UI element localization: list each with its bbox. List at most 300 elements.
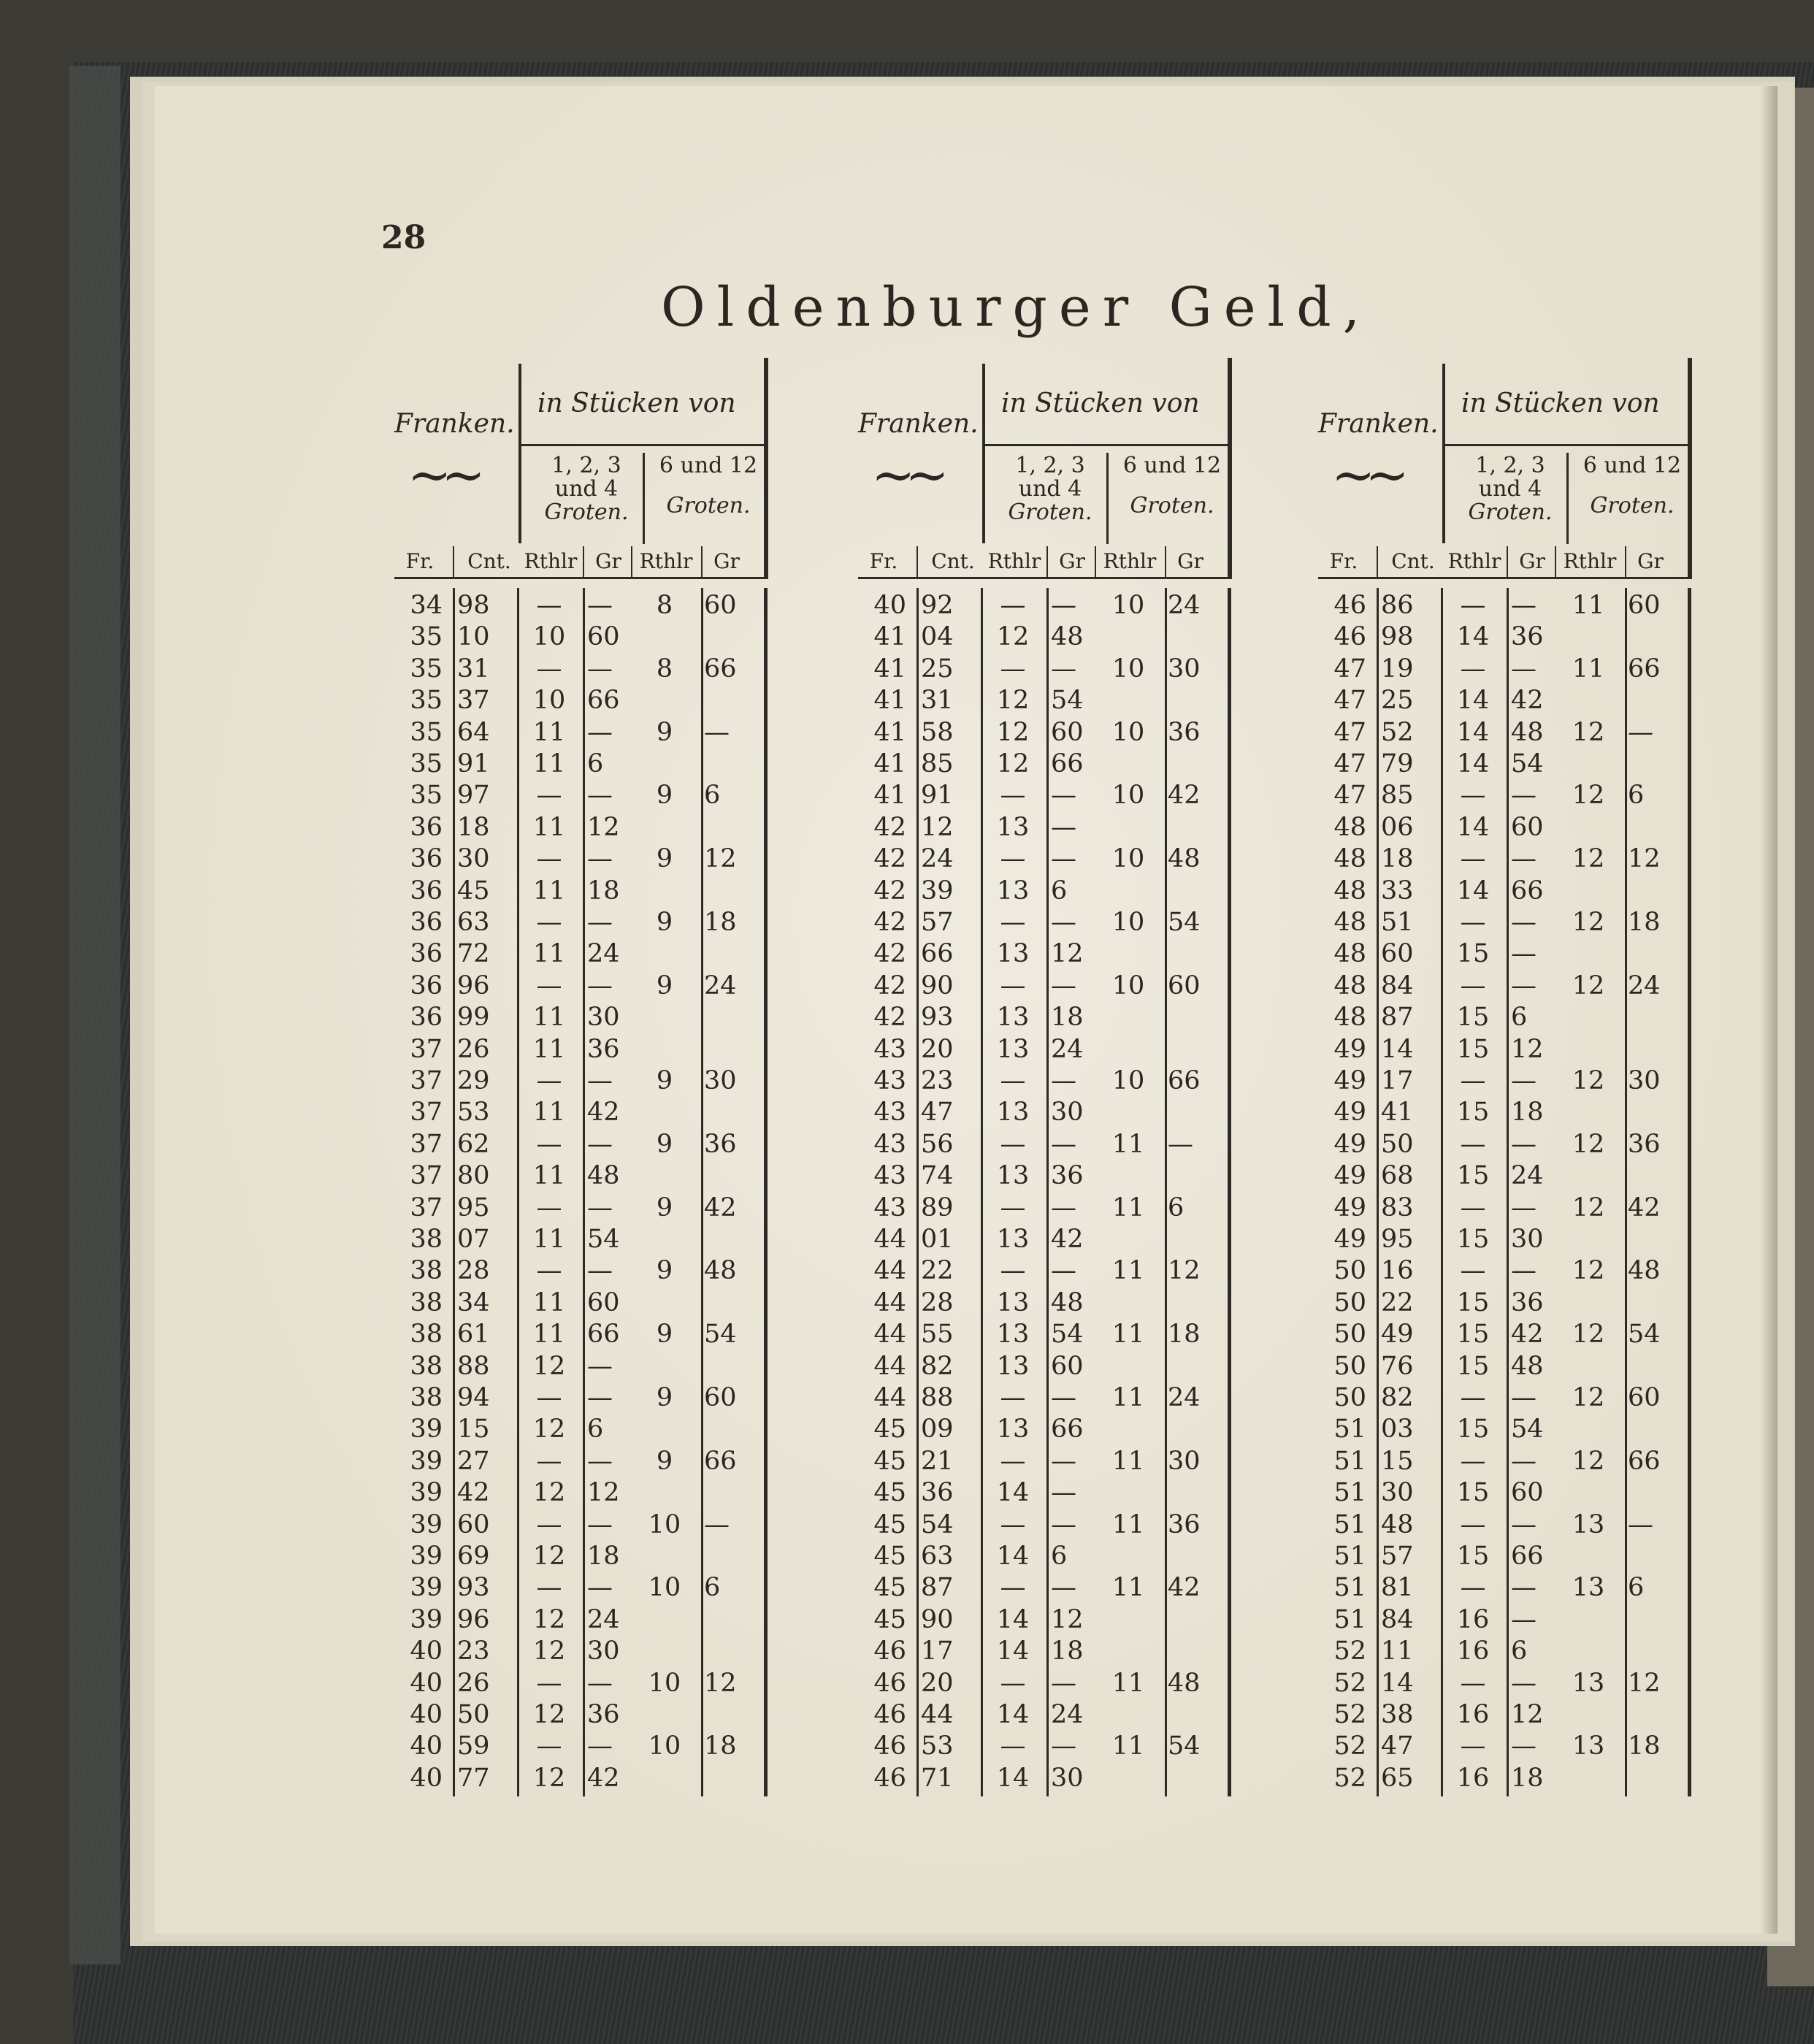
table-row [858,1730,1238,1762]
header-rule-under-stuecken [521,444,764,446]
gr-small-value: 48 [1511,1351,1544,1381]
centimes-value: 30 [457,844,490,874]
centimes-value: 03 [1381,1415,1414,1444]
rthlr-small-value: — [1460,908,1486,937]
rthlr-small-value: 11 [532,1320,566,1350]
gr-small-value: — [1511,1193,1536,1222]
gr-small-value: — [587,1256,613,1286]
rthlr-small-value: 15 [1456,939,1490,969]
franken-value: 38 [410,1256,443,1286]
table-row [1318,1667,1698,1699]
rthlr-small-value: 15 [1456,1287,1490,1317]
gr-small-value: — [1051,1509,1076,1539]
gr-large-value: 48 [1168,844,1201,874]
franken-value: 36 [410,908,443,937]
table-row [394,1001,774,1033]
centimes-value: 50 [457,1700,490,1729]
rthlr-large-value: 9 [656,717,673,747]
centimes-value: 38 [1381,1700,1414,1729]
table-row [394,1477,774,1509]
table-row [1318,1350,1698,1382]
gr-small-value: 24 [1511,1161,1544,1191]
gr-small-value: 54 [587,1225,620,1254]
gr-small-value: 6 [1511,1003,1528,1033]
franken-value: 51 [1333,1478,1366,1508]
franken-value: 45 [873,1478,906,1508]
header-group1-line3: Groten. [1468,499,1553,525]
table-row [858,621,1238,653]
centimes-value: 80 [457,1161,490,1191]
table-row [1318,1192,1698,1224]
table-row [858,1382,1238,1414]
gr-small-value: — [1051,844,1076,874]
rthlr-small-value: — [1460,1066,1486,1095]
rthlr-small-value: 11 [532,749,566,778]
rthlr-small-value: — [1460,591,1486,620]
gr-large-value: 30 [704,1066,737,1095]
header-fr: Fr. [405,549,435,573]
rthlr-small-value: 12 [996,686,1030,716]
rthlr-large-value: 9 [656,1129,673,1159]
subheader-divider-1 [1507,546,1508,577]
rthlr-large-value: 10 [648,1731,681,1761]
rthlr-small-value: — [536,1383,562,1412]
table-row [394,1223,774,1255]
header-gr-1: Gr [1059,549,1085,573]
rthlr-small-value: — [1000,1509,1026,1539]
franken-value: 39 [410,1446,443,1476]
franken-value: 37 [410,1034,443,1064]
gr-large-value: 54 [1628,1320,1661,1350]
header-franken: Franken. [394,409,515,439]
cover-spine-edge [69,66,120,1964]
header-group1-line3: Groten. [544,499,629,525]
rthlr-small-value: 13 [996,1034,1030,1064]
header-cnt: Cnt. [1391,549,1435,573]
centimes-value: 71 [921,1763,954,1793]
centimes-value: 68 [1381,1161,1414,1191]
gr-small-value: 42 [587,1098,620,1128]
rthlr-small-value: 13 [996,1225,1030,1254]
rthlr-small-value: 14 [1456,749,1490,778]
subheader-divider-2 [1555,546,1556,577]
table-row [394,906,774,938]
table-row [858,1572,1238,1604]
centimes-value: 53 [921,1731,954,1761]
gr-small-value: 6 [1051,1542,1068,1571]
gr-large-value: 66 [704,654,737,684]
table-row [394,1128,774,1160]
franken-value: 45 [873,1446,906,1476]
gr-small-value: 30 [1511,1225,1544,1254]
gr-small-value: — [587,781,613,811]
franken-value: 37 [410,1161,443,1191]
franken-value: 36 [410,876,443,906]
franken-value: 37 [410,1129,443,1159]
header-group2-line2: Groten. [1590,493,1675,518]
table-row [858,1096,1238,1128]
centimes-value: 59 [457,1731,490,1761]
table-row [394,779,774,811]
franken-value: 46 [873,1668,906,1698]
rthlr-small-value: 12 [532,1700,566,1729]
centimes-value: 44 [921,1700,954,1729]
rthlr-large-value: 10 [1111,654,1145,684]
franken-value: 38 [410,1287,443,1317]
rthlr-small-value: — [536,1668,562,1698]
gr-small-value: 18 [1051,1003,1084,1033]
gr-large-value: 42 [704,1193,737,1222]
rthlr-small-value: — [1460,1668,1486,1698]
rthlr-small-value: — [1000,1256,1026,1286]
table-row [394,1762,774,1794]
table-row [1318,1318,1698,1350]
gr-small-value: 30 [587,1003,620,1033]
rthlr-small-value: — [1460,654,1486,684]
gr-small-value: — [1051,1066,1076,1095]
centimes-value: 56 [921,1129,954,1159]
franken-value: 42 [873,1003,906,1033]
franken-value: 43 [873,1161,906,1191]
gr-small-value: 54 [1051,1320,1084,1350]
rthlr-small-value: — [1460,1193,1486,1222]
rthlr-small-value: 15 [1456,1225,1490,1254]
table-row [1318,653,1698,685]
gr-small-value: — [1511,844,1536,874]
rthlr-small-value: — [536,1509,562,1539]
gr-large-value: 18 [704,908,737,937]
header-rthlr-2: Rthlr [1103,549,1157,573]
rthlr-small-value: — [1000,654,1026,684]
gr-small-value: 48 [1511,717,1544,747]
gr-small-value: — [587,717,613,747]
gr-large-value: 24 [1168,1383,1201,1412]
rthlr-small-value: — [1460,1129,1486,1159]
header-fr: Fr. [1329,549,1358,573]
centimes-value: 95 [1381,1225,1414,1254]
rthlr-small-value: 14 [1456,812,1490,842]
table-row [1318,1540,1698,1572]
centimes-value: 22 [921,1256,954,1286]
table-row [858,1477,1238,1509]
table-row [858,1192,1238,1224]
gr-small-value: 48 [587,1161,620,1191]
centimes-value: 53 [457,1098,490,1128]
franken-value: 40 [873,591,906,620]
table-row [1318,1065,1698,1097]
rthlr-small-value: 15 [1456,1034,1490,1064]
centimes-value: 37 [457,686,490,716]
gr-large-value: 66 [1168,1066,1201,1095]
gr-small-value: — [1511,654,1536,684]
gr-large-value: 48 [704,1256,737,1286]
centimes-value: 88 [921,1383,954,1412]
table-row [394,1096,774,1128]
franken-value: 51 [1333,1446,1366,1476]
rthlr-large-value: 10 [1111,591,1145,620]
rthlr-small-value: 15 [1456,1351,1490,1381]
rthlr-small-value: 14 [996,1542,1030,1571]
centimes-value: 63 [921,1542,954,1571]
centimes-value: 79 [1381,749,1414,778]
franken-value: 50 [1333,1256,1366,1286]
centimes-value: 11 [1381,1637,1414,1666]
rthlr-small-value: 13 [996,1320,1030,1350]
header-brace: ~~ [1331,444,1399,505]
rthlr-small-value: 15 [1456,1098,1490,1128]
header-group1-line2: und 4 [1018,476,1082,502]
franken-value: 49 [1333,1098,1366,1128]
centimes-value: 52 [1381,717,1414,747]
gr-small-value: — [1051,781,1076,811]
rthlr-small-value: 14 [996,1763,1030,1793]
rthlr-small-value: 15 [1456,1161,1490,1191]
gr-small-value: — [1511,1383,1536,1412]
centimes-value: 14 [1381,1034,1414,1064]
centimes-value: 83 [1381,1193,1414,1222]
rthlr-small-value: 13 [996,812,1030,842]
header-group1-line3: Groten. [1008,499,1092,525]
gr-large-value: — [704,717,730,747]
header-rule-right [764,358,768,577]
franken-value: 37 [410,1193,443,1222]
franken-value: 45 [873,1509,906,1539]
rthlr-large-value: 13 [1572,1573,1605,1603]
centimes-value: 76 [1381,1351,1414,1381]
table-row [394,1509,774,1541]
gr-small-value: 54 [1051,686,1084,716]
gr-small-value: — [1051,1731,1076,1761]
franken-value: 39 [410,1415,443,1444]
gr-large-value: 42 [1168,1573,1201,1603]
table-row [1318,684,1698,716]
rthlr-large-value: 12 [1572,1129,1605,1159]
rthlr-large-value: 11 [1111,1509,1145,1539]
rthlr-large-value: 11 [1111,1129,1145,1159]
table-row [1318,1096,1698,1128]
rthlr-large-value: 9 [656,1320,673,1350]
centimes-value: 23 [457,1637,490,1666]
rthlr-small-value: 11 [532,812,566,842]
header-rthlr-1: Rthlr [524,549,578,573]
rthlr-small-value: — [536,1731,562,1761]
franken-value: 42 [873,844,906,874]
table-row [858,1699,1238,1731]
table-row [858,589,1238,621]
header-group2-line1: 6 und 12 [1583,453,1682,478]
rthlr-small-value: 13 [996,1415,1030,1444]
rthlr-large-value: 9 [656,844,673,874]
centimes-value: 82 [1381,1383,1414,1412]
gr-small-value: 60 [1051,1351,1084,1381]
franken-value: 40 [410,1668,443,1698]
centimes-value: 84 [1381,971,1414,1000]
franken-value: 41 [873,654,906,684]
header-rule-under-stuecken [1445,444,1688,446]
gr-small-value: 60 [587,1287,620,1317]
subheader-divider-0 [1377,546,1378,577]
centimes-value: 92 [921,591,954,620]
centimes-value: 72 [457,939,490,969]
rthlr-large-value: 10 [1111,781,1145,811]
rthlr-small-value: 13 [996,1098,1030,1128]
table-row [858,684,1238,716]
rthlr-small-value: — [536,781,562,811]
rthlr-large-value: 9 [656,1383,673,1412]
rthlr-small-value: 14 [996,1637,1030,1666]
table-row [394,843,774,875]
gr-large-value: 54 [704,1320,737,1350]
franken-value: 42 [873,939,906,969]
centimes-value: 01 [921,1225,954,1254]
centimes-value: 39 [921,876,954,906]
table-row [1318,938,1698,970]
rthlr-small-value: 10 [532,686,566,716]
table-row [394,1033,774,1065]
rthlr-large-value: 12 [1572,781,1605,811]
franken-value: 35 [410,781,443,811]
rthlr-small-value: 13 [996,1351,1030,1381]
gr-small-value: — [587,1066,613,1095]
gr-small-value: — [587,1731,613,1761]
centimes-value: 65 [1381,1763,1414,1793]
gr-small-value: 12 [1511,1700,1544,1729]
gr-large-value: 36 [1168,717,1201,747]
franken-value: 49 [1333,1225,1366,1254]
rthlr-small-value: 16 [1456,1604,1490,1634]
rthlr-small-value: — [1460,1509,1486,1539]
gr-small-value: 42 [1511,1320,1544,1350]
rthlr-large-value: 12 [1572,1193,1605,1222]
gr-large-value: 66 [704,1446,737,1476]
gr-small-value: 12 [587,1478,620,1508]
rthlr-large-value: 9 [656,1256,673,1286]
rthlr-small-value: 11 [532,717,566,747]
franken-value: 36 [410,844,443,874]
gr-small-value: — [587,1351,613,1381]
gr-small-value: 24 [587,939,620,969]
gr-large-value: 66 [1628,1446,1661,1476]
header-cnt: Cnt. [467,549,511,573]
subheader-divider-3 [701,546,703,577]
franken-value: 44 [873,1383,906,1412]
gr-small-value: — [1511,1731,1536,1761]
table-row [858,1223,1238,1255]
rthlr-small-value: — [536,1446,562,1476]
rthlr-small-value: — [536,1129,562,1159]
gr-large-value: 42 [1628,1193,1661,1222]
gr-small-value: 36 [1511,1287,1544,1317]
gr-small-value: 60 [1051,717,1084,747]
header-group1-line2: und 4 [1478,476,1542,502]
centimes-value: 69 [457,1542,490,1571]
centimes-value: 10 [457,622,490,652]
centimes-value: 85 [1381,781,1414,811]
franken-value: 42 [873,876,906,906]
franken-value: 40 [410,1731,443,1761]
franken-value: 46 [873,1637,906,1666]
centimes-value: 74 [921,1161,954,1191]
franken-value: 37 [410,1098,443,1128]
franken-value: 47 [1333,717,1366,747]
table-row [394,684,774,716]
centimes-value: 96 [457,1604,490,1634]
header-rthlr-1: Rthlr [987,549,1041,573]
table-row [394,1730,774,1762]
rthlr-small-value: 15 [1456,1415,1490,1444]
centimes-value: 28 [921,1287,954,1317]
gr-small-value: — [1051,1193,1076,1222]
centimes-value: 97 [457,781,490,811]
centimes-value: 87 [1381,1003,1414,1033]
centimes-value: 51 [1381,908,1414,937]
header-rule-franken [518,364,521,543]
table-row [858,1445,1238,1477]
gr-small-value: 12 [1051,1604,1084,1634]
header-group2-line1: 6 und 12 [659,453,758,478]
gr-small-value: 48 [1051,622,1084,652]
franken-value: 46 [1333,591,1366,620]
header-gr-2: Gr [1637,549,1664,573]
franken-value: 39 [410,1604,443,1634]
header-gr-2: Gr [713,549,740,573]
franken-value: 45 [873,1415,906,1444]
franken-value: 43 [873,1066,906,1095]
gr-small-value: 18 [1511,1098,1544,1128]
franken-value: 43 [873,1129,906,1159]
table-row [1318,1128,1698,1160]
rthlr-small-value: — [1460,1731,1486,1761]
rthlr-large-value: 11 [1572,591,1605,620]
franken-value: 52 [1333,1731,1366,1761]
table-row [858,843,1238,875]
rthlr-small-value: 15 [1456,1542,1490,1571]
rthlr-large-value: 11 [1572,654,1605,684]
franken-value: 46 [873,1763,906,1793]
gr-small-value: — [1051,654,1076,684]
gr-small-value: — [587,654,613,684]
franken-value: 41 [873,622,906,652]
table-row [394,1382,774,1414]
table-row [394,1287,774,1319]
franken-value: 51 [1333,1542,1366,1571]
gr-small-value: 36 [1051,1161,1084,1191]
gr-large-value: 12 [1628,844,1661,874]
gr-small-value: — [1511,1668,1536,1698]
page-number: 28 [381,219,426,256]
table-row [1318,875,1698,907]
table-row [394,1192,774,1224]
gr-large-value: 6 [1628,1573,1645,1603]
header-rthlr-1: Rthlr [1447,549,1501,573]
rthlr-small-value: — [536,1193,562,1222]
centimes-value: 15 [1381,1446,1414,1476]
header-rule-franken [1442,364,1445,543]
table-row [394,1065,774,1097]
franken-value: 43 [873,1098,906,1128]
gr-large-value: 30 [1168,654,1201,684]
rthlr-large-value: 8 [656,654,673,684]
rthlr-small-value: 12 [996,622,1030,652]
header-rule-groups [643,453,645,544]
franken-value: 50 [1333,1351,1366,1381]
franken-value: 37 [410,1066,443,1095]
franken-value: 42 [873,971,906,1000]
header-rule-under-header [1318,577,1692,579]
table-row [394,1255,774,1287]
centimes-value: 47 [921,1098,954,1128]
franken-value: 35 [410,749,443,778]
